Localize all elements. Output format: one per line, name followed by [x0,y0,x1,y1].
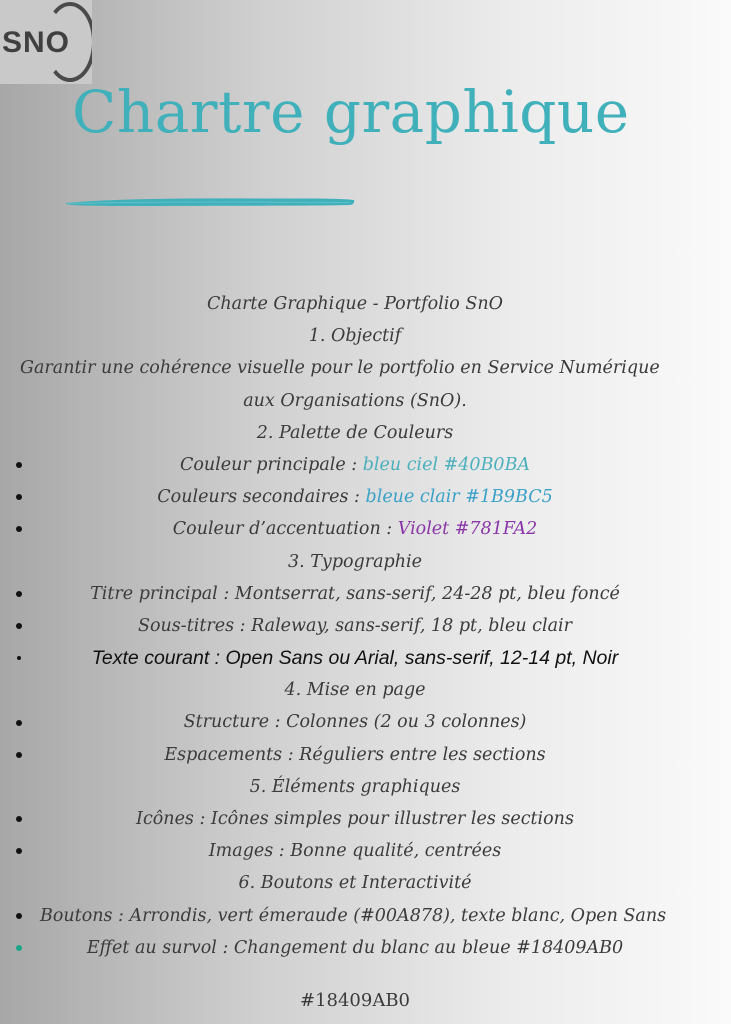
section-heading-mise-en-page: 4. Mise en page [284,680,426,701]
list-item-spacing: Espacements : Réguliers entre les sections [0,739,710,771]
secondary-colors-value: bleue clair #1B9BC5 [365,487,553,508]
section-heading-objectif: 1. Objectif [308,326,402,347]
list-item-buttons: Boutons : Arrondis, vert émeraude (#00A878), texte blanc, Open Sans [0,900,710,932]
section-heading-palette: 2. Palette de Couleurs [256,422,454,443]
logo [0,0,92,84]
list-item-primary-color [0,449,710,481]
list-item-subtitle-font: Sous-titres : Raleway, sans-serif, 18 pt, bleu clair [0,610,710,642]
section-heading-boutons: 6. Boutons et Interactivité [238,873,472,894]
section-heading-typographie: 3. Typographie [288,551,422,572]
footer-color-code: #18409AB0 [299,990,411,1011]
accent-color-value: Violet #781FA2 [397,519,538,540]
objective-text-line-1: Garantir une cohérence visuelle pour le portfolio en Service Numérique [20,358,660,379]
page-title: Chartre graphique [72,78,630,146]
list-item-structure: Structure : Colonnes (2 ou 3 colonnes) [0,706,710,738]
list-item-images: Images : Bonne qualité, centrées [0,835,710,867]
document-heading: Charte Graphique - Portfolio SnO [206,294,504,314]
primary-color-value: bleu ciel #40B0BA [362,454,531,475]
list-item-hover-effect: Effet au survol : Changement du blanc au bleue #18409AB0 [0,932,710,964]
document-body [0,288,710,964]
list-item-icons: Icônes : Icônes simples pour illustrer les sections [0,803,710,835]
list-item-body-font: Texte courant : Open Sans ou Arial, sans-serif, 12-14 pt, Noir [0,642,710,674]
brush-stroke-divider [64,196,356,208]
section-heading-elements-graphiques: 5. Éléments graphiques [249,776,461,797]
accent-color-label: Couleur d’accentuation : [172,519,398,540]
list-item-secondary-colors [0,481,710,513]
logo-text: SNO [2,26,71,59]
list-item-accent-color [0,513,710,545]
primary-color-label: Couleur principale : [179,454,363,475]
list-item-main-title-font: Titre principal : Montserrat, sans-serif, 24-28 pt, bleu foncé [0,578,710,610]
secondary-colors-label: Couleurs secondaires : [157,487,366,508]
objective-text-line-2: aux Organisations (SnO). [243,390,467,411]
